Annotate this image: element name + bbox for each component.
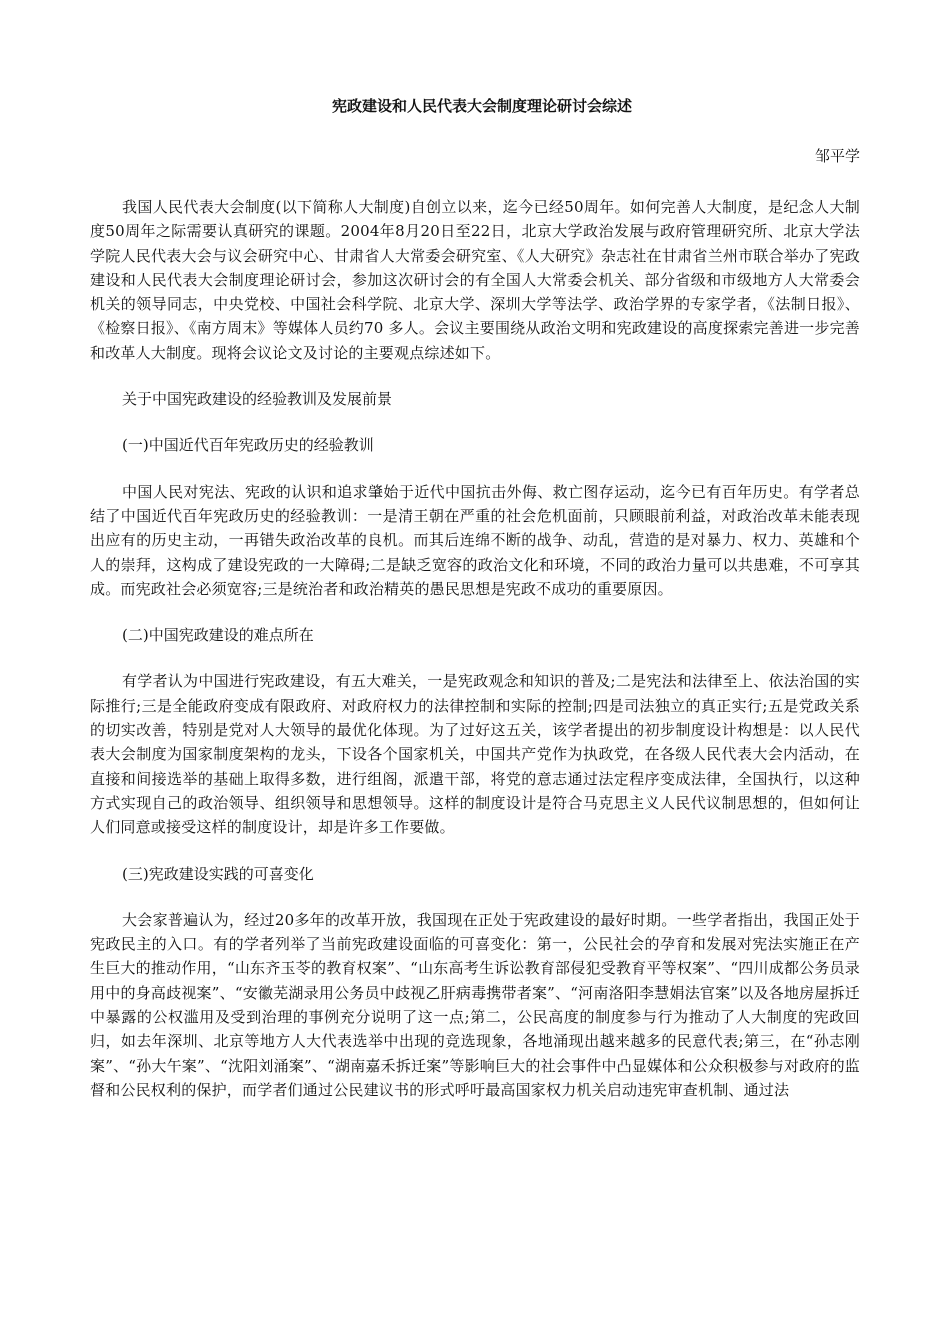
author-name: 邹平学 bbox=[814, 147, 860, 165]
document-title: 宪政建设和人民代表大会制度理论研讨会综述 bbox=[331, 97, 632, 115]
document-body bbox=[90, 95, 860, 1124]
subsection-heading-3: (三)宪政建设实践的可喜变化 bbox=[122, 864, 314, 883]
subsection-paragraph-1: 中国人民对宪法、宪政的认识和追求肇始于近代中国抗击外侮、救亡图存运动，迄今已有百年历史。有学者总结了中国近代百年宪政历史的经验教训：一是清王朝在严重的社会危机面前，只顾眼前利益，对政治改革未能表现出应有的历史主动，一再错失政治改革的良机。而其后连绵不断的战争、动乱，营造的是对暴力、权力、英雄和个人的崇拜，这构成了建设宪政的一大障碍;二是缺乏宽容的政治文化和环境，不同的政治力量可以共患难，不可享其成。而宪政社会必须宽容;三是统治者和政治精英的愚民思想是宪政不成功的重要原因。 bbox=[90, 482, 860, 598]
section-heading: 关于中国宪政建设的经验教训及发展前景 bbox=[122, 390, 393, 409]
subsection-paragraph-2: 有学者认为中国进行宪政建设，有五大难关，一是宪政观念和知识的普及;二是宪法和法律至上、依法治国的实际推行;三是全能政府变成有限政府、对政府权力的法律控制和实际的控制;四是司法独立的真正实行;五是党政关系的切实改善，特别是党对人大领导的最优化体现。为了过好这五关，该学者提出的初步制度设计构想是：以人民代表大会制度为国家制度架构的龙头，下设各个国家机关，中国共产党作为执政党，在各级人民代表大会内活动，在直接和间接选举的基础上取得多数，进行组阁，派遣干部，将党的意志通过法定程序变成法律，全国执行，以这种方式实现自己的政治领导、组织领导和思想领导。这样的制度设计是符合马克思主义人民代议制思想的，但如何让人们同意或接受这样的制度设计，却是许多工作要做。 bbox=[90, 672, 860, 837]
subsection-paragraph-3: 大会家普遍认为，经过20多年的改革开放，我国现在正处于宪政建设的最好时期。一些学者指出，我国正处于宪政民主的入口。有的学者列举了当前宪政建设面临的可喜变化：第一，公民社会的孕育和发展对宪法实施正在产生巨大的推动作用，“山东齐玉苓的教育权案”、“山东高考生诉讼教育部侵犯受教育平等权案”、“四川成都公务员录用中的身高歧视案”、“安徽芜湖录用公务员中歧视乙肝病毒携带者案”、“河南洛阳李慧娟法官案”以及各地房屋拆迁中暴露的公权滥用及受到治理的事例充分说明了这一点;第二，公民高度的制度参与行为推动了人大制度的宪政回归，如去年深圳、北京等地方人大代表选举中出现的竞选现象，各地涌现出越来越多的民意代表;第三，在“孙志刚案”、“孙大午案”、“沈阳刘涌案”、“湖南嘉禾拆迁案”等影响巨大的社会事件中凸显媒体和公众积极参与对政府的监督和公民权利的保护，而学者们通过公民建议书的形式呼吁最高国家权力机关启动违宪审查机制、通过法 bbox=[90, 910, 860, 1099]
intro-paragraph: 我国人民代表大会制度(以下简称人大制度)自创立以来，迄今已经50周年。如何完善人大制度，是纪念人大制度50周年之际需要认真研究的课题。2004年8月20日至22日，北京大学政治发展与政府管理研究所、北京大学法学院人民代表大会与议会研究中心、甘肃省人大常委会研究室、《人大研究》杂志社在甘肃省兰州市联合举办了宪政建设和人民代表大会制度理论研讨会，参加这次研讨会的有全国人大常委会机关、部分省级和市级地方人大常委会机关的领导同志，中央党校、中国社会科学院、北京大学、深圳大学等法学、政治学界的专家学者，《法制日报》、《检察日报》、《南方周末》等媒体人员约70 多人。会议主要围绕从政治文明和宪政建设的高度探索完善进一步完善和改革人大制度。现将会议论文及讨论的主要观点综述如下。 bbox=[90, 198, 860, 362]
subsection-heading-1: (一)中国近代百年宪政历史的经验教训 bbox=[122, 436, 374, 455]
subsection-heading-2: (二)中国宪政建设的难点所在 bbox=[122, 626, 314, 645]
